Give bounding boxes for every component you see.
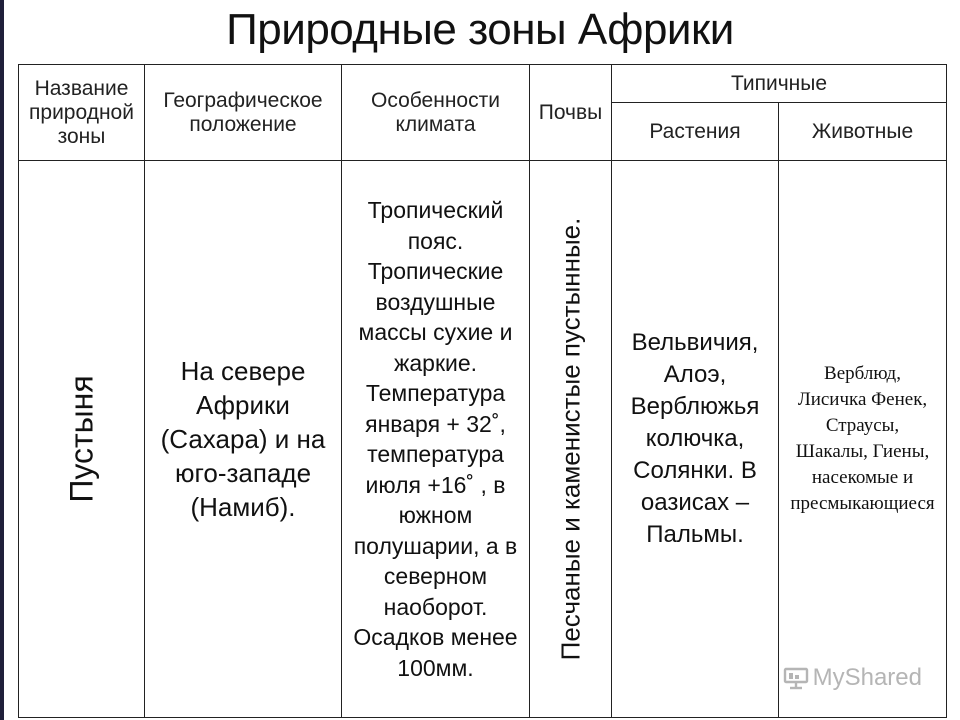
cell-zone — [19, 161, 145, 718]
header-climate: Особенности климата — [342, 65, 530, 161]
text-line: пресмыкающиеся — [790, 493, 935, 514]
text-line: воздушные — [375, 288, 496, 315]
text-line: Осадков менее — [353, 624, 518, 650]
plants-text — [612, 327, 778, 551]
header-plants: Растения — [612, 103, 779, 161]
text-line: (Намиб). — [190, 492, 296, 522]
animals-text — [779, 361, 946, 517]
text-line: Верблюд, — [824, 363, 901, 384]
header-geo-position: Географическое положение — [145, 65, 342, 161]
soil-text: Песчаные и каменистые пустынные. — [555, 217, 585, 661]
text-line: насекомые и — [811, 467, 914, 488]
text-line: Алоэ, — [663, 361, 727, 388]
zone-name-text: Пустыня — [63, 375, 99, 503]
text-line: Солянки. В — [633, 457, 757, 484]
text-line: колючка, — [645, 425, 745, 452]
text-line: 100мм. — [397, 654, 474, 681]
header-animals: Животные — [779, 103, 947, 161]
header-typical: Типичные — [612, 65, 947, 103]
cell-geo-position — [145, 161, 342, 718]
text-line: Африки — [196, 390, 290, 420]
text-line: наоборот. — [383, 593, 488, 620]
text-line: На севере — [180, 356, 306, 386]
geo-position-text — [145, 354, 341, 524]
text-line: полушарии, а в — [353, 532, 518, 559]
africa-zones-table — [18, 64, 947, 718]
page-title: Природные зоны Африки — [226, 5, 734, 54]
left-edge-bar — [0, 0, 4, 720]
text-line: южном — [398, 502, 473, 528]
watermark-text: MyShared — [812, 664, 922, 691]
cell-plants — [612, 161, 779, 718]
header-zone-name: Название природной зоны — [19, 65, 145, 161]
text-line: Страусы, — [825, 415, 900, 436]
text-line: оазисах – — [640, 489, 750, 516]
climate-text — [342, 195, 529, 683]
text-line: жаркие. — [393, 349, 478, 376]
text-line: пояс. — [407, 227, 464, 254]
text-line: юго-западе — [174, 458, 312, 488]
text-line: июля +16˚ , в — [365, 471, 506, 498]
text-line: Верблюжья — [630, 393, 760, 420]
text-line: января + 32˚, — [365, 410, 506, 437]
cell-animals — [779, 161, 947, 718]
text-line: северном — [383, 563, 488, 589]
text-line: Вельвичия, — [631, 329, 759, 356]
presentation-board-icon — [783, 666, 809, 690]
myshared-watermark — [783, 664, 922, 692]
cell-soil — [530, 161, 612, 718]
text-line: Шакалы, Гиены, — [795, 441, 930, 462]
text-line: Температура — [365, 380, 506, 406]
text-line: Тропический — [367, 197, 504, 223]
header-soils: Почвы — [530, 65, 612, 161]
cell-climate — [342, 161, 530, 718]
text-line: Пальмы. — [646, 521, 744, 548]
text-line: (Сахара) и на — [160, 424, 326, 454]
text-line: Тропические — [367, 258, 504, 284]
text-line: Лисичка Фенек, — [797, 389, 928, 410]
text-line: массы сухие и — [358, 319, 513, 345]
text-line: температура — [367, 441, 504, 467]
